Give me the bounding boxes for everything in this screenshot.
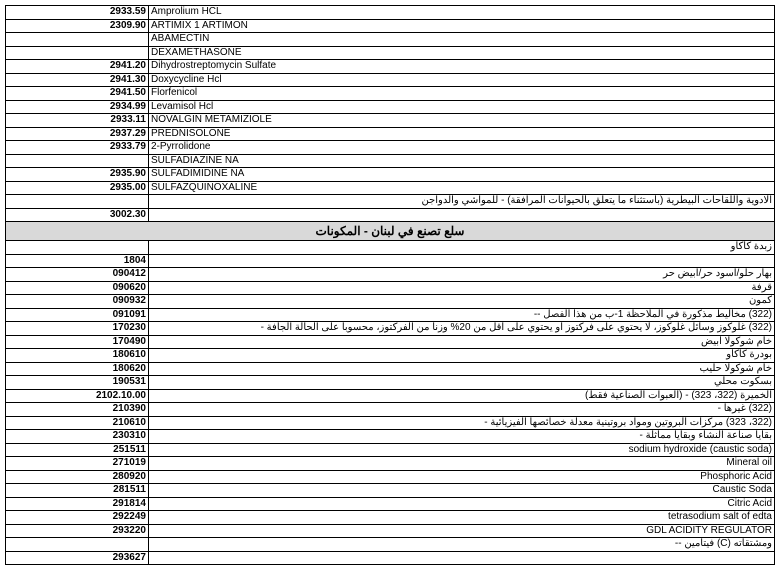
- table-row: [6, 181, 775, 195]
- description-cell: ومشتقاته (C) فيتامين --: [149, 538, 775, 552]
- table-row: [6, 168, 775, 182]
- table-row: [6, 241, 775, 255]
- table-row: [6, 511, 775, 525]
- hs-code-cell: 2941.30: [6, 73, 149, 87]
- hs-code-cell: 2941.20: [6, 60, 149, 74]
- description-cell: Mineral oil: [149, 457, 775, 471]
- description-cell: زبدة كاكاو: [149, 241, 775, 255]
- description-cell: ARTIMIX 1 ARTIMON: [149, 19, 775, 33]
- description-cell: خام شوكولا حليب: [149, 362, 775, 376]
- table-row: [6, 322, 775, 336]
- table-row: [6, 6, 775, 20]
- hs-code-cell: 293627: [6, 551, 149, 565]
- hs-code-cell: 090412: [6, 268, 149, 282]
- description-cell: خام شوكولا ابيض: [149, 335, 775, 349]
- description-cell: 2-Pyrrolidone: [149, 141, 775, 155]
- table-row: [6, 154, 775, 168]
- hs-code-cell: 293220: [6, 524, 149, 538]
- description-cell: (322) غلوكوز وسائل غلوكوز، لا يحتوي على فركتوز أو يحتوي على أقل من 20% وزنا من الفركتوز، محسوبا على الحالة الجافة -: [149, 322, 775, 336]
- hs-code-cell: 230310: [6, 430, 149, 444]
- table-row: [6, 46, 775, 60]
- hs-code-cell: [6, 33, 149, 47]
- hs-code-cell: [6, 195, 149, 209]
- description-cell: SULFADIAZINE NA: [149, 154, 775, 168]
- table-row: [6, 254, 775, 268]
- description-cell: ABAMECTIN: [149, 33, 775, 47]
- table-row: [6, 484, 775, 498]
- table-row: [6, 73, 775, 87]
- description-cell: Amprolium HCL: [149, 6, 775, 20]
- hs-code-cell: [6, 538, 149, 552]
- hs-code-cell: 1804: [6, 254, 149, 268]
- description-cell: SULFAZQUINOXALINE: [149, 181, 775, 195]
- table-row: [6, 114, 775, 128]
- description-cell: Citric Acid: [149, 497, 775, 511]
- hs-code-cell: 2933.59: [6, 6, 149, 20]
- hs-code-cell: 2935.00: [6, 181, 149, 195]
- description-cell: NOVALGIN METAMIZIOLE: [149, 114, 775, 128]
- table-row: [6, 443, 775, 457]
- table-row: [6, 281, 775, 295]
- table-row: [6, 308, 775, 322]
- hs-code-cell: 090620: [6, 281, 149, 295]
- description-cell: Dihydrostreptomycin Sulfate: [149, 60, 775, 74]
- hs-code-cell: 2935.90: [6, 168, 149, 182]
- description-cell: بودرة كاكاو: [149, 349, 775, 363]
- description-cell: [149, 551, 775, 565]
- table-section-top: [6, 6, 775, 222]
- hs-code-cell: 251511: [6, 443, 149, 457]
- hs-code-cell: 292249: [6, 511, 149, 525]
- table-row: [6, 389, 775, 403]
- table-row: [6, 349, 775, 363]
- description-cell: (322) غيرها -: [149, 403, 775, 417]
- table-row: [6, 19, 775, 33]
- hs-code-cell: 2933.79: [6, 141, 149, 155]
- section-header: سلع تصنع في لبنان - المكونات: [6, 222, 775, 241]
- hs-code-cell: 2102.10.00: [6, 389, 149, 403]
- description-cell: GDL ACIDITY REGULATOR: [149, 524, 775, 538]
- hs-code-cell: 280920: [6, 470, 149, 484]
- hs-code-cell: 091091: [6, 308, 149, 322]
- hs-code-cell: 090932: [6, 295, 149, 309]
- table-row: [6, 60, 775, 74]
- hs-code-cell: 2309.90: [6, 19, 149, 33]
- section-header-row: [6, 222, 775, 241]
- hs-code-cell: 2937.29: [6, 127, 149, 141]
- description-cell: PREDNISOLONE: [149, 127, 775, 141]
- hs-code-cell: 2933.11: [6, 114, 149, 128]
- description-cell: بقايا صناعة النشاء وبقايا مماثلة -: [149, 430, 775, 444]
- hs-code-cell: [6, 46, 149, 60]
- hs-code-cell: 180620: [6, 362, 149, 376]
- table-section-bottom: [6, 241, 775, 565]
- table-row: [6, 362, 775, 376]
- hs-code-cell: 170490: [6, 335, 149, 349]
- table-row: [6, 551, 775, 565]
- description-cell: DEXAMETHASONE: [149, 46, 775, 60]
- hs-code-cell: 180610: [6, 349, 149, 363]
- table-row: [6, 335, 775, 349]
- table-row: [6, 100, 775, 114]
- description-cell: الادوية واللقاحات البيطرية (باستثناء ما يتعلق بالحيوانات المرافقة) - للمواشي والدواجن: [149, 195, 775, 209]
- description-cell: بسكوت محلي: [149, 376, 775, 390]
- table-row: [6, 538, 775, 552]
- description-cell: كمون: [149, 295, 775, 309]
- description-cell: SULFADIMIDINE NA: [149, 168, 775, 182]
- hs-code-cell: 3002.30: [6, 208, 149, 222]
- description-cell: (322) مخاليط مذكورة في الملاحظة 1-ب من هذا الفصل --: [149, 308, 775, 322]
- hs-code-cell: 190531: [6, 376, 149, 390]
- description-cell: tetrasodium salt of edta: [149, 511, 775, 525]
- table-row: [6, 87, 775, 101]
- table-row: [6, 416, 775, 430]
- description-cell: Florfenicol: [149, 87, 775, 101]
- hs-code-cell: 210390: [6, 403, 149, 417]
- description-cell: Levamisol Hcl: [149, 100, 775, 114]
- hs-code-cell: 170230: [6, 322, 149, 336]
- description-cell: (322، 323) مركزات البروتين ومواد بروتينية معدلة خصائصها الفيزيائية -: [149, 416, 775, 430]
- description-cell: Doxycycline Hcl: [149, 73, 775, 87]
- table-row: [6, 295, 775, 309]
- description-cell: قرفة: [149, 281, 775, 295]
- description-cell: [149, 208, 775, 222]
- table-row: [6, 127, 775, 141]
- table-row: [6, 430, 775, 444]
- hs-code-cell: 291814: [6, 497, 149, 511]
- hs-code-cell: 210610: [6, 416, 149, 430]
- table-row: [6, 141, 775, 155]
- table-row: [6, 268, 775, 282]
- description-cell: الخميرة (322، 323) - (العبوات الصناعية فقط): [149, 389, 775, 403]
- tariff-table: [5, 5, 775, 565]
- hs-code-cell: [6, 154, 149, 168]
- description-cell: Caustic Soda: [149, 484, 775, 498]
- table-row: [6, 195, 775, 209]
- hs-code-cell: 281511: [6, 484, 149, 498]
- table-row: [6, 497, 775, 511]
- table-row: [6, 524, 775, 538]
- description-cell: [149, 254, 775, 268]
- hs-code-cell: 271019: [6, 457, 149, 471]
- description-cell: sodium hydroxide (caustic soda): [149, 443, 775, 457]
- description-cell: Phosphoric Acid: [149, 470, 775, 484]
- table-row: [6, 457, 775, 471]
- table-row: [6, 208, 775, 222]
- hs-code-cell: 2934.99: [6, 100, 149, 114]
- table-row: [6, 470, 775, 484]
- table-row: [6, 33, 775, 47]
- hs-code-cell: 2941.50: [6, 87, 149, 101]
- description-cell: بهار حلو/اسود حر/ابيض حر: [149, 268, 775, 282]
- table-section-header: [6, 222, 775, 241]
- table-row: [6, 403, 775, 417]
- hs-code-cell: [6, 241, 149, 255]
- table-row: [6, 376, 775, 390]
